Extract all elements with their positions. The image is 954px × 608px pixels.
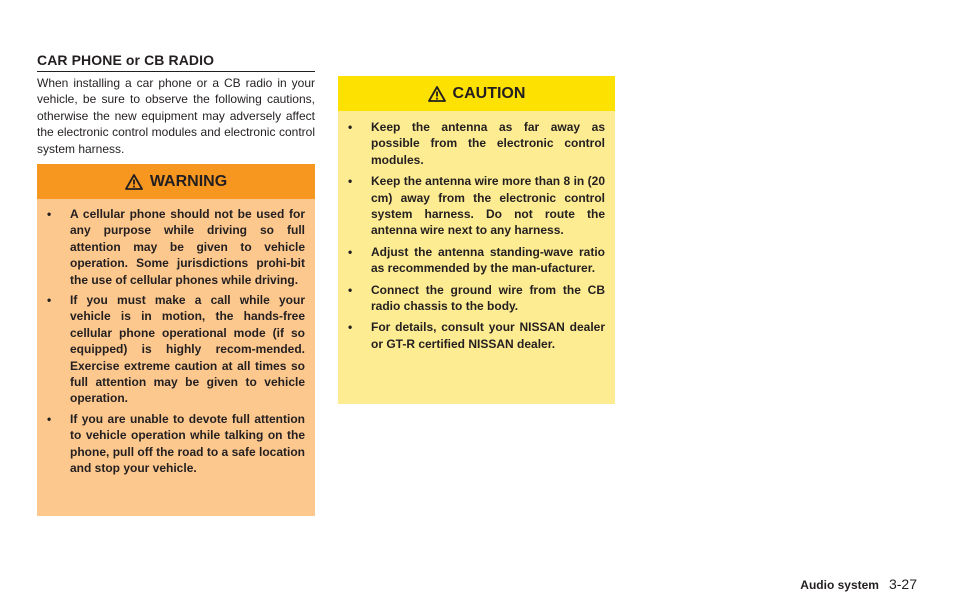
caution-header: [338, 76, 615, 111]
footer-section: Audio system: [800, 578, 879, 592]
bullet-icon: •: [348, 120, 353, 134]
list-item: • Adjust the antenna standing-wave ratio as recommended by the man-ufacturer.: [348, 244, 605, 276]
warning-header: [37, 164, 315, 199]
bullet-icon: •: [348, 282, 353, 297]
bullet-icon: •: [47, 293, 52, 308]
bullet-icon: •: [47, 411, 52, 426]
warning-triangle-icon: [428, 86, 446, 102]
bullet-icon: •: [348, 174, 353, 189]
bullet-icon: •: [348, 320, 353, 335]
list-item: • If you must make a call while your vehicle is in motion, the hands-free cellular phone operational mode (if so equipped) is highly recom-mended. Exercise extreme caution at all times so full attention may be given to vehicle operation.: [47, 293, 305, 406]
bullet-icon: •: [348, 244, 353, 259]
page-number: 3-27: [888, 576, 917, 592]
list-item: • If you are unable to devote full attention to vehicle operation while talking on the phone, pull off the road to a safe location and stop your vehicle.: [47, 411, 305, 476]
caution-heading: CAUTION: [452, 84, 526, 102]
list-item: • For details, consult your NISSAN dealer or GT-R certified NISSAN dealer.: [348, 320, 605, 351]
list-item: • Keep the antenna wire more than 8 in (20 cm) away from the electronic control system harness. Do not route the antenna wire next to any harness.: [348, 174, 605, 238]
list-item: • A cellular phone should not be used for any purpose while driving so full attention may be given to vehicle operation. Some jurisdictions prohi-bit the use of cellular phones while driving.: [47, 207, 305, 287]
intro-paragraph: When installing a car phone or a CB radio in your vehicle, be sure to observe the following cautions, otherwise the new equipment may adversely affect the electronic control modules and electronic control system harness.: [37, 76, 315, 156]
caution-list: [338, 111, 615, 352]
warning-heading: WARNING: [149, 172, 228, 190]
page-footer: [760, 576, 917, 592]
warning-box: [37, 164, 315, 516]
warning-list: [37, 199, 315, 477]
list-item: • Connect the ground wire from the CB radio chassis to the body.: [348, 282, 605, 314]
warning-triangle-icon: [125, 174, 143, 190]
list-item: • Keep the antenna as far away as possible from the electronic control modules.: [348, 120, 605, 167]
section-title: CAR PHONE or CB RADIO: [37, 52, 315, 72]
caution-box: [338, 76, 615, 404]
bullet-icon: •: [47, 207, 52, 221]
